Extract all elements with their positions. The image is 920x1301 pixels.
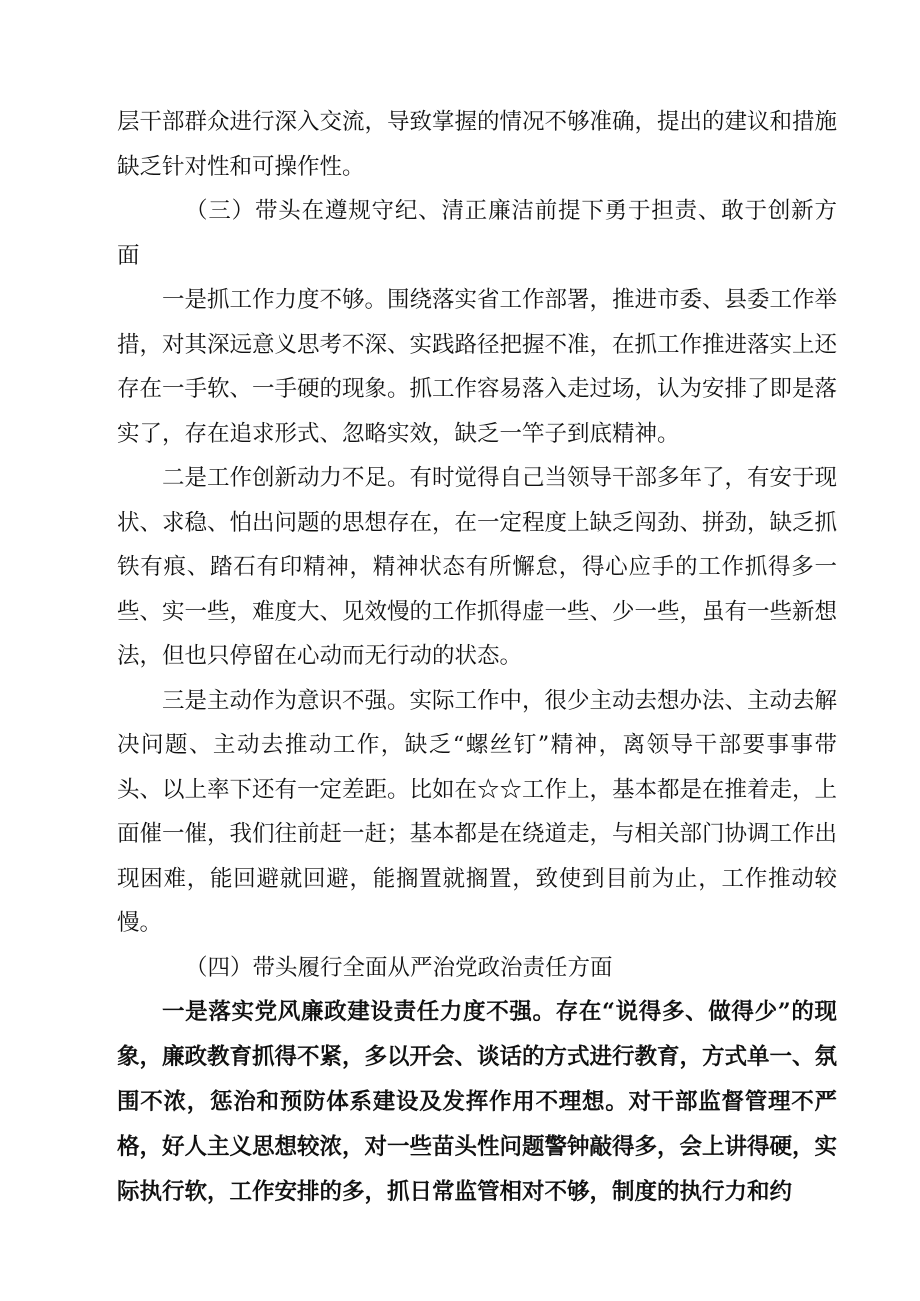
section-heading-3: （三）带头在遵规守纪、清正廉洁前提下勇于担责、敢于创新方面 bbox=[117, 198, 837, 269]
paragraph-bold-point-1: 一是落实党风廉政建设责任力度不强。存在“说得多、做得少”的现象，廉政教育抓得不紧，多以开会、谈话的方式进行教育，方式单一、氛围不浓，惩治和预防体系建设及发挥作用不理想。对干部监督管理不严格，好人主义思想较浓，对一些苗头性问题警钟敲得多，会上讲得硬，实际执行软，工作安排的多，抓日常监管相对不够，制度的执行力和约 bbox=[117, 999, 838, 1205]
paragraph-continuation: 层干部群众进行深入交流，导致掌握的情况不够准确，提出的建议和措施缺乏针对性和可操作性。 bbox=[117, 109, 838, 180]
paragraph-point-1: 一是抓工作力度不够。围绕落实省工作部署，推进市委、县委工作举措，对其深远意义思考不深、实践路径把握不准，在抓工作推进落实上还存在一手软、一手硬的现象。抓工作容易落入走过场，认为安排了即是落实了，存在追求形式、忽略实效，缺乏一竿子到底精神。 bbox=[117, 287, 838, 447]
document-body bbox=[117, 100, 837, 1215]
section-heading-4: （四）带头履行全面从严治党政治责任方面 bbox=[185, 954, 613, 981]
paragraph-point-2: 二是工作创新动力不足。有时觉得自己当领导干部多年了，有安于现状、求稳、怕出问题的思想存在，在一定程度上缺乏闯劲、拼劲，缺乏抓铁有痕、踏石有印精神，精神状态有所懈怠，得心应手的工作抓得多一些、实一些，难度大、见效慢的工作抓得虚一些、少一些，虽有一些新想法，但也只停留在心动而无行动的状态。 bbox=[117, 465, 838, 669]
paragraph-point-3: 三是主动作为意识不强。实际工作中，很少主动去想办法、主动去解决问题、主动去推动工作，缺乏“螺丝钉”精神，离领导干部要事事带头、以上率下还有一定差距。比如在☆☆工作上，基本都是在推着走，上面催一催，我们往前赶一赶；基本都是在绕道走，与相关部门协调工作出现困难，能回避就回避，能搁置就搁置，致使到目前为止，工作推动较慢。 bbox=[117, 687, 838, 936]
